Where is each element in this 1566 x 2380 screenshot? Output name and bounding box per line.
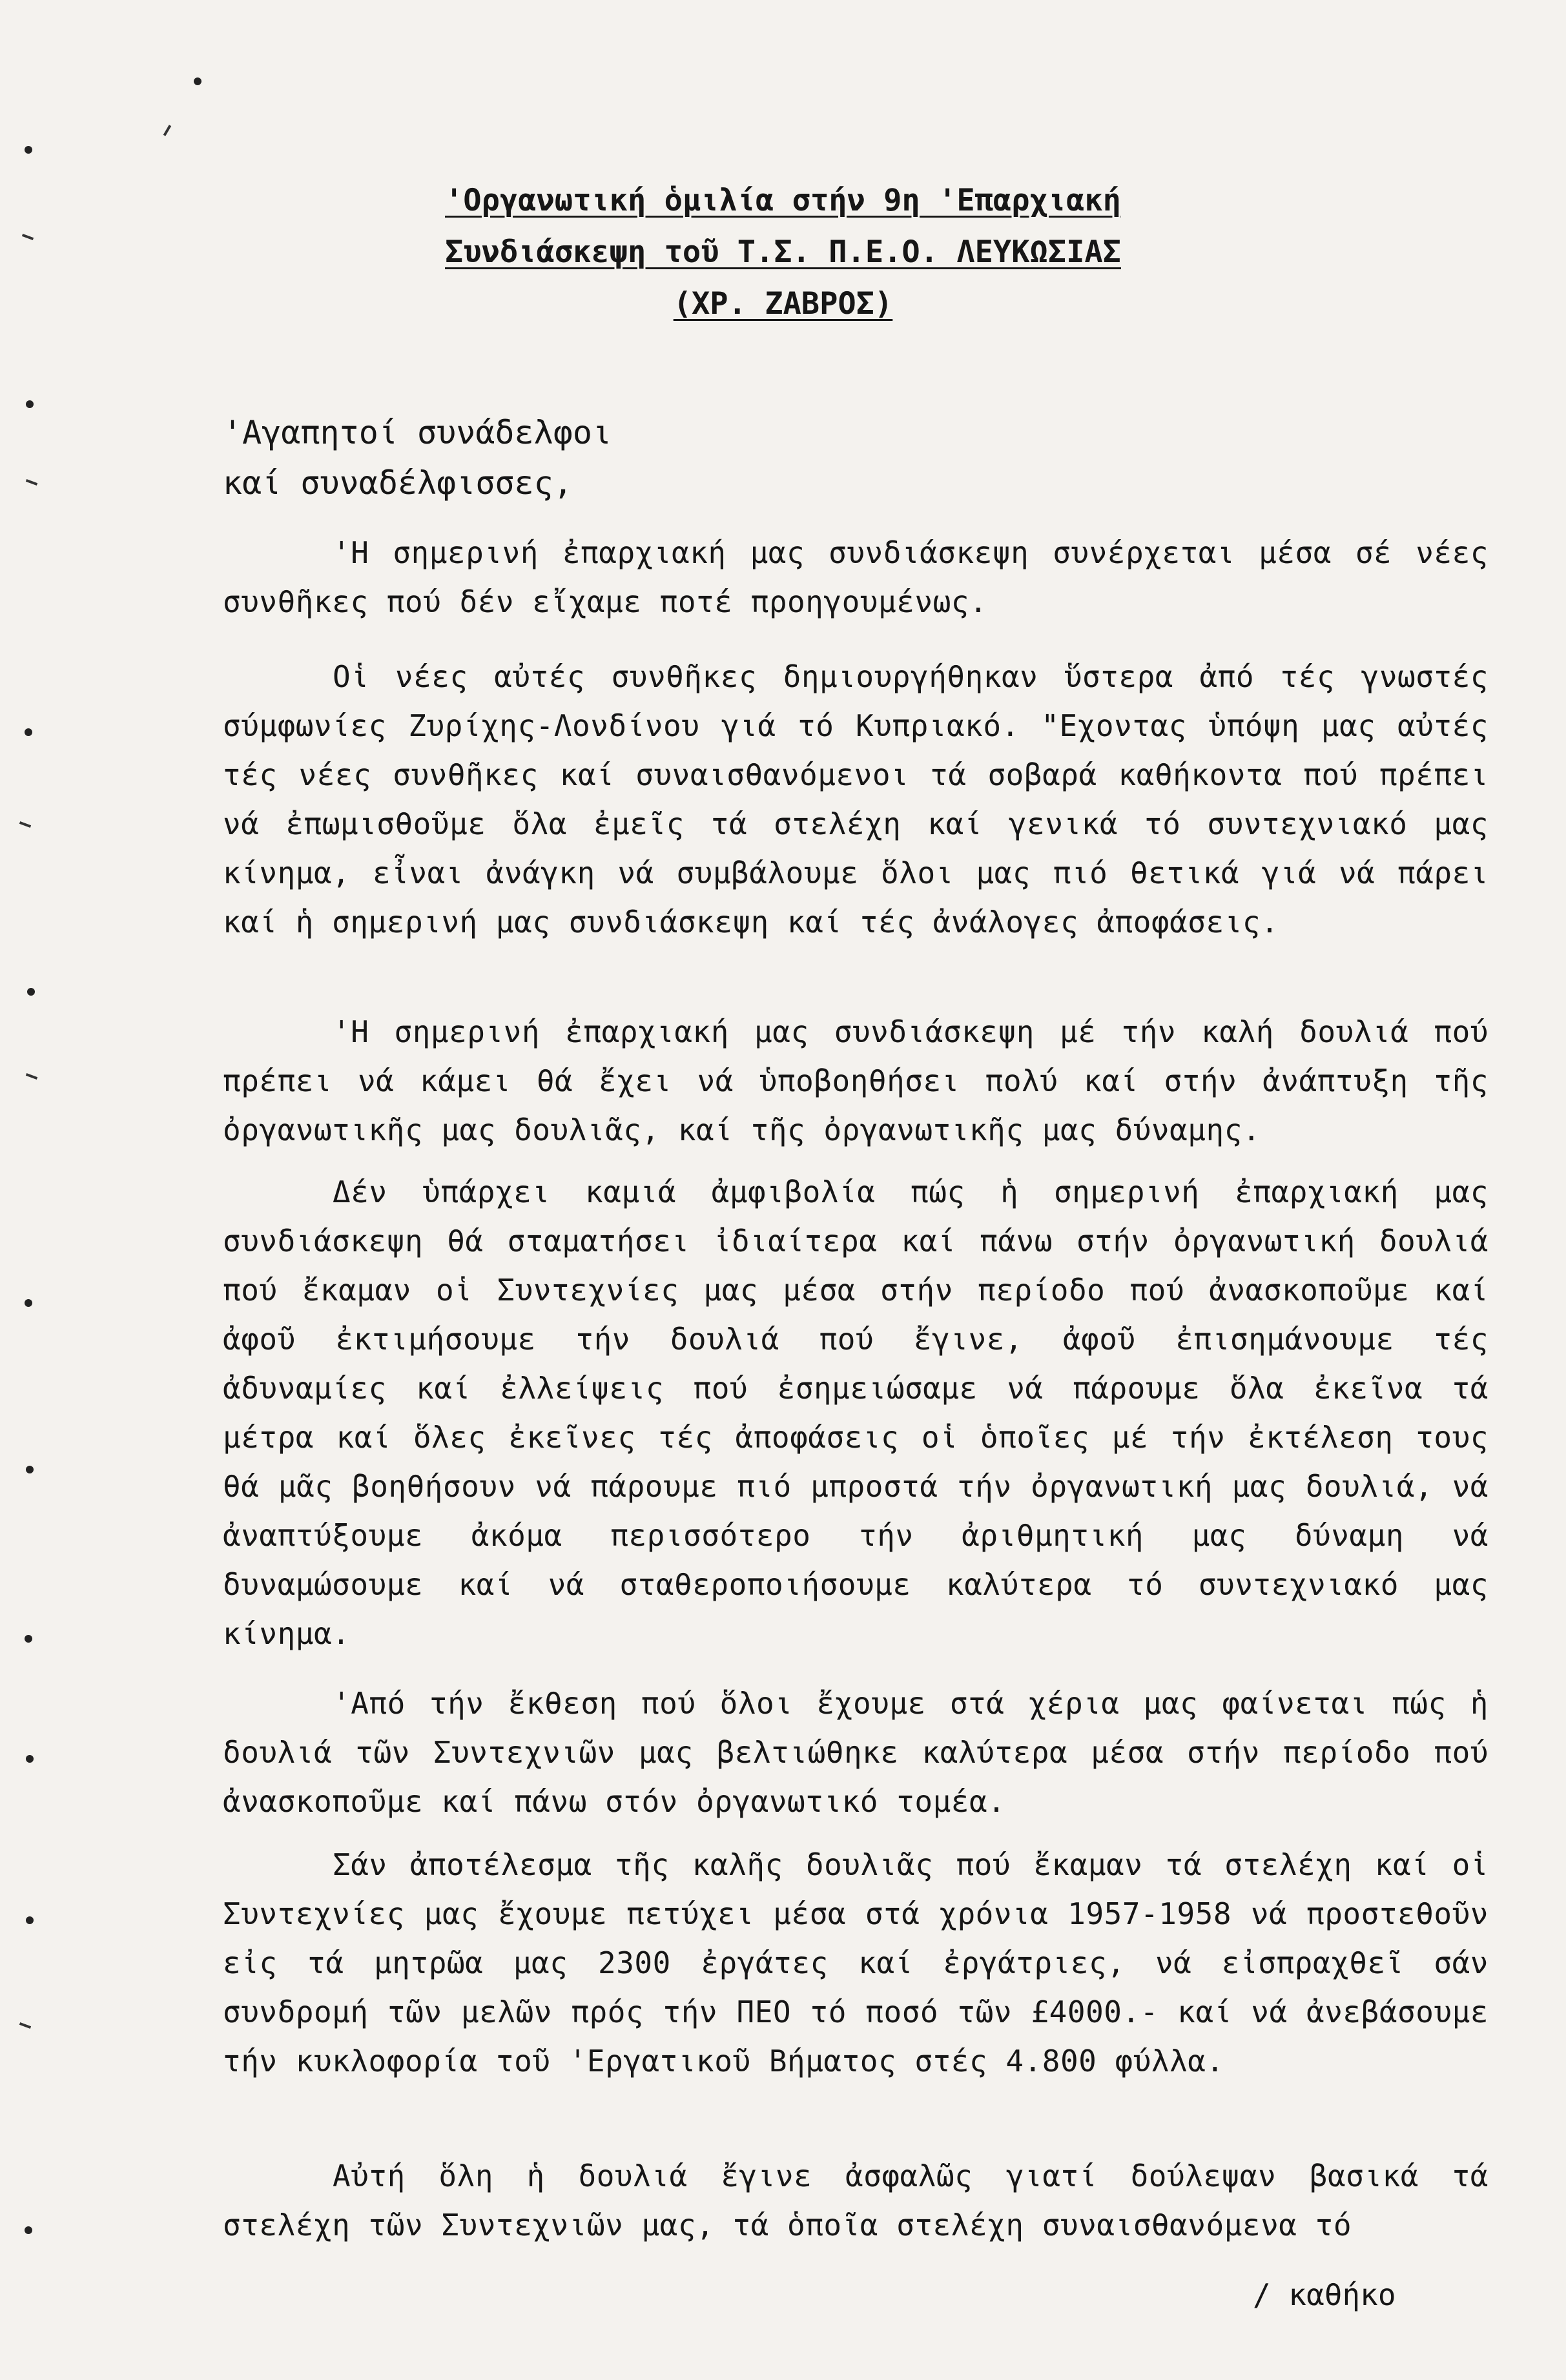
paragraph-3: 'Η σημερινή ἐπαρχιακή μας συνδιάσκεψη μέ τήν καλή δουλιά πού πρέπει νά κάμει θά ἔχει νά ὑποβοηθήσει πολύ καί στήν ἀνάπτυξη τῆς ὀργανωτικῆς μας δουλιᾶς, καί τῆς ὀργανωτικῆς μας δύναμης. [223,1014,1489,1147]
margin-mark [19,821,31,828]
margin-mark [25,2226,32,2234]
margin-mark [26,1755,34,1763]
title-line-3: (ΧΡ. ΖΑΒΡΟΣ) [673,286,893,322]
margin-mark [26,479,37,486]
margin-mark [25,146,32,154]
margin-mark [25,1299,32,1307]
margin-mark [26,1916,34,1924]
margin-mark [194,77,201,85]
greeting-line-2: καί συναδέλφισσες, [223,464,573,502]
paragraph-5: 'Από τήν ἔκθεση πού ὅλοι ἔχουμε στά χέρια μας φαίνεται πώς ἡ δουλιά τῶν Συντεχνιῶν μας βελτιώθηκε καλύτερα μέσα στήν περίοδο πού ἀνασκοποῦμε καί πάνω στόν ὀργανωτικό τομέα. [223,1686,1489,1819]
margin-mark [25,728,32,736]
margin-mark [163,125,171,136]
paragraph-2: Οἱ νέες αὐτές συνθῆκες δημιουργήθηκαν ὕστερα ἀπό τές γνωστές σύμφωνίες Ζυρίχης-Λονδίνου γιά τό Κυπριακό. "Εχοντας ὑπόψη μας αὐτές τές νέες συνθῆκες καί συναισθανόμενοι τά σοβαρά καθήκοντα πού πρέπει νά ἐπωμισθοῦμε ὅλα ἐμεῖς τά στελέχη καί γενικά τό συντεχνιακό μας κίνημα, εἶναι ἀνάγκη νά συμβάλουμε ὅλοι μας πιό θετικά γιά νά πάρει καί ἡ σημερινή μας συνδιάσκεψη καί τές ἀνάλογες ἀποφάσεις. [223,659,1489,939]
margin-mark [26,400,34,408]
margin-mark [26,1073,37,1080]
catchword: / καθήκο [1253,2277,1396,2312]
margin-mark [26,1466,34,1473]
title-line-2: Συνδιάσκεψη τοῦ Τ.Σ. Π.Ε.Ο. ΛΕΥΚΩΣΙΑΣ [445,234,1121,270]
greeting-line-1: 'Αγαπητοί συνάδελφοι [223,414,612,451]
paragraph-7: Αὐτή ὅλη ἡ δουλιά ἔγινε ἀσφαλῶς γιατί δούλεψαν βασικά τά στελέχη τῶν Συντεχνιῶν μας, τά ὁποῖα στελέχη συναισθανόμενα τό [223,2159,1489,2242]
paragraph-6: Σάν ἀποτέλεσμα τῆς καλῆς δουλιᾶς πού ἔκαμαν τά στελέχη καί οἱ Συντεχνίες μας ἔχουμε πετύχει μέσα στά χρόνια 1957-1958 νά προστεθοῦν εἰς τά μητρῶα μας 2300 ἐργάτες καί ἐργάτριες, νά εἰσπραχθεῖ σάν συνδρομή τῶν μελῶν πρός τήν ΠΕΟ τό ποσό τῶν £4000.- καί νά ἀνεβάσουμε τήν κυκλοφορία τοῦ 'Εργατικοῦ Βήματος στές 4.800 φύλλα. [223,1847,1489,2078]
paragraph-4: Δέν ὑπάρχει καμιά ἀμφιβολία πώς ἡ σημερινή ἐπαρχιακή μας συνδιάσκεψη θά σταματήσει ἰδιαίτερα καί πάνω στήν ὀργανωτική δουλιά πού ἔκαμαν οἱ Συντεχνίες μας μέσα στήν περίοδο πού ἀνασκοποῦμε καί ἀφοῦ ἐκτιμήσουμε τήν δουλιά πού ἔγινε, ἀφοῦ ἐπισημάνουμε τές ἀδυναμίες καί ἐλλείψεις πού ἐσημειώσαμε νά πάρουμε ὅλα ἐκεῖνα τά μέτρα καί ὅλες ἐκεῖνες τές ἀποφάσεις οἱ ὁποῖες μέ τήν ἐκτέλεση τους θά μᾶς βοηθήσουν νά πάρουμε πιό μπροστά τήν ὀργανωτική μας δουλιά, νά ἀναπτύξουμε ἀκόμα περισσότερο τήν ἀριθμητική μας δύναμη νά δυναμώσουμε καί νά σταθεροποιήσουμε καλύτερα τό συντεχνιακό μας κίνημα. [223,1175,1489,1651]
margin-mark [25,1635,32,1643]
margin-mark [19,2022,31,2029]
paragraph-1: 'Η σημερινή ἐπαρχιακή μας συνδιάσκεψη συνέρχεται μέσα σέ νέες συνθῆκες πού δέν εἴχαμε ποτέ προηγουμένως. [223,535,1489,619]
title-line-1: 'Οργανωτική ὁμιλία στήν 9η 'Επαρχιακή [445,183,1121,218]
margin-mark [27,988,35,996]
